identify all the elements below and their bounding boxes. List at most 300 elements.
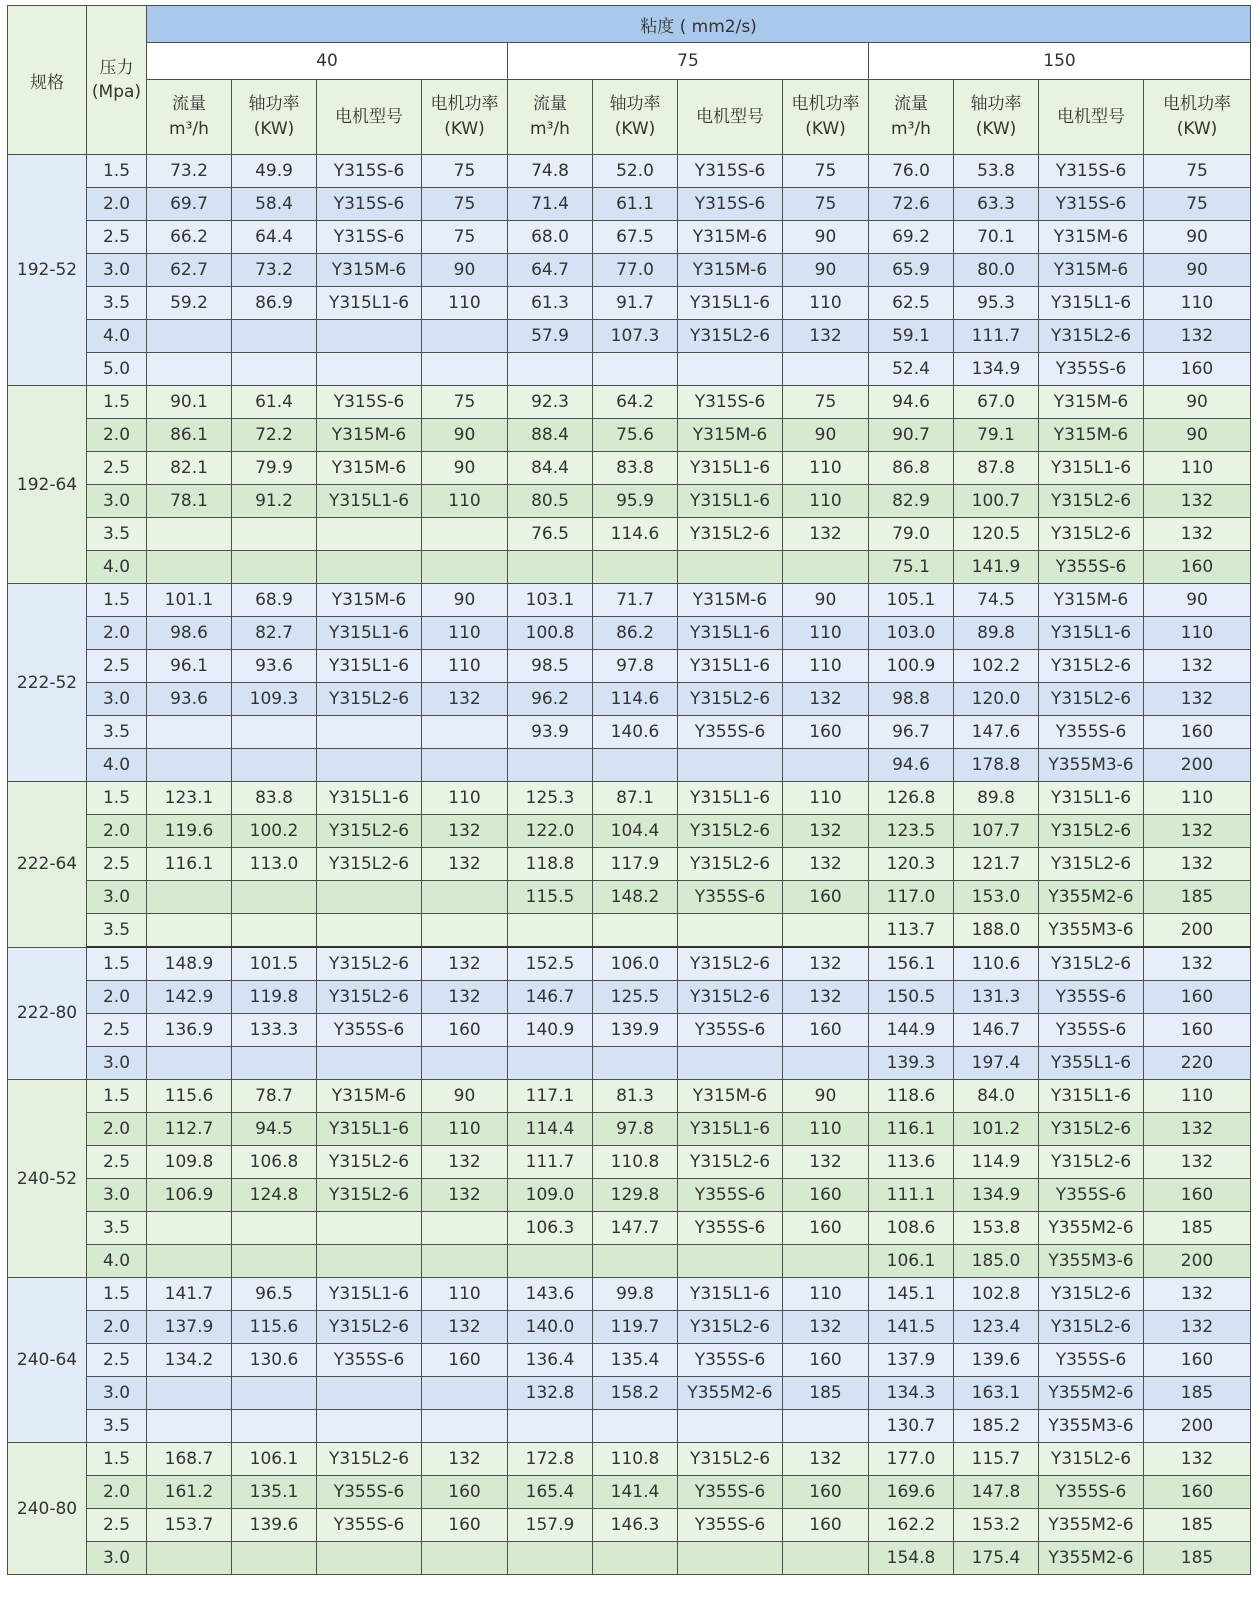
flow-rate-cell: 113.7 bbox=[869, 914, 954, 948]
motor-power-cell: 160 bbox=[1144, 981, 1251, 1014]
shaft-power-cell: 101.2 bbox=[954, 1113, 1039, 1146]
table-row bbox=[8, 683, 1251, 716]
motor-model-cell: Y315L1-6 bbox=[317, 1113, 422, 1146]
flow-rate-cell: 94.6 bbox=[869, 749, 954, 782]
shaft-power-cell bbox=[593, 353, 678, 386]
spec-header: 规格 bbox=[8, 6, 87, 155]
shaft-power-cell bbox=[593, 1047, 678, 1080]
motor-power-cell: 132 bbox=[1144, 485, 1251, 518]
shaft-power-cell: 64.2 bbox=[593, 386, 678, 419]
flow-rate-cell bbox=[147, 353, 232, 386]
header-row-viscosity bbox=[8, 6, 1251, 43]
shaft-power-cell: 52.0 bbox=[593, 155, 678, 188]
motor-model-header bbox=[1039, 80, 1144, 155]
pressure-cell: 3.5 bbox=[87, 518, 147, 551]
shaft-power-cell: 135.1 bbox=[232, 1476, 317, 1509]
flow-rate-cell: 93.9 bbox=[508, 716, 593, 749]
flow-rate-cell: 143.6 bbox=[508, 1278, 593, 1311]
motor-model-cell: Y315L2-6 bbox=[678, 947, 783, 981]
motor-model-header-line: 电机型号 bbox=[1057, 106, 1125, 127]
flow-rate-header-line: m³/h bbox=[169, 119, 209, 139]
motor-power-cell: 110 bbox=[1144, 1080, 1251, 1113]
motor-power-cell: 90 bbox=[422, 419, 508, 452]
shaft-power-cell: 70.1 bbox=[954, 221, 1039, 254]
spec-cell: 240-52 bbox=[8, 1080, 87, 1278]
motor-model-cell: Y355S-6 bbox=[678, 1179, 783, 1212]
flow-rate-cell: 66.2 bbox=[147, 221, 232, 254]
shaft-power-header-line: 轴功率 bbox=[970, 94, 1022, 114]
motor-power-cell: 132 bbox=[1144, 650, 1251, 683]
shaft-power-cell: 79.9 bbox=[232, 452, 317, 485]
motor-model-cell bbox=[678, 1047, 783, 1080]
shaft-power-cell: 67.5 bbox=[593, 221, 678, 254]
pressure-cell: 3.0 bbox=[87, 1179, 147, 1212]
motor-model-cell: Y355M3-6 bbox=[1039, 1410, 1144, 1443]
motor-power-cell: 200 bbox=[1144, 749, 1251, 782]
motor-power-cell: 90 bbox=[1144, 386, 1251, 419]
motor-model-cell: Y315S-6 bbox=[1039, 155, 1144, 188]
motor-power-cell: 110 bbox=[783, 617, 869, 650]
flow-rate-header-line: m³/h bbox=[891, 119, 931, 139]
flow-rate-cell: 141.7 bbox=[147, 1278, 232, 1311]
flow-rate-cell: 106.9 bbox=[147, 1179, 232, 1212]
motor-power-cell: 160 bbox=[783, 881, 869, 914]
motor-model-cell: Y315M-6 bbox=[678, 419, 783, 452]
shaft-power-cell: 148.2 bbox=[593, 881, 678, 914]
flow-rate-cell: 126.8 bbox=[869, 782, 954, 815]
shaft-power-cell: 134.9 bbox=[954, 353, 1039, 386]
table-row bbox=[8, 551, 1251, 584]
motor-model-cell: Y355M2-6 bbox=[1039, 1509, 1144, 1542]
motor-model-cell: Y315S-6 bbox=[678, 155, 783, 188]
shaft-power-cell: 158.2 bbox=[593, 1377, 678, 1410]
motor-model-cell: Y315L1-6 bbox=[1039, 287, 1144, 320]
motor-model-cell: Y315L1-6 bbox=[678, 617, 783, 650]
flow-rate-cell: 108.6 bbox=[869, 1212, 954, 1245]
motor-power-cell: 132 bbox=[1144, 320, 1251, 353]
motor-model-cell: Y355M2-6 bbox=[1039, 1377, 1144, 1410]
flow-rate-cell: 146.7 bbox=[508, 981, 593, 1014]
motor-model-cell: Y315L1-6 bbox=[317, 650, 422, 683]
shaft-power-cell: 68.9 bbox=[232, 584, 317, 617]
flow-rate-cell: 76.5 bbox=[508, 518, 593, 551]
motor-power-cell: 132 bbox=[783, 1311, 869, 1344]
motor-model-cell bbox=[678, 1245, 783, 1278]
motor-power-cell: 132 bbox=[422, 947, 508, 981]
table-row bbox=[8, 1410, 1251, 1443]
motor-model-cell: Y355M2-6 bbox=[1039, 1542, 1144, 1575]
flow-rate-cell: 100.9 bbox=[869, 650, 954, 683]
shaft-power-cell: 131.3 bbox=[954, 981, 1039, 1014]
motor-model-cell bbox=[317, 1377, 422, 1410]
motor-model-cell: Y315L2-6 bbox=[1039, 848, 1144, 881]
header-row-viscosity-values bbox=[8, 43, 1251, 80]
flow-rate-cell bbox=[508, 1542, 593, 1575]
flow-rate-cell: 90.7 bbox=[869, 419, 954, 452]
motor-model-cell: Y355S-6 bbox=[1039, 1014, 1144, 1047]
flow-rate-cell: 61.3 bbox=[508, 287, 593, 320]
motor-power-cell: 90 bbox=[783, 1080, 869, 1113]
shaft-power-cell: 115.7 bbox=[954, 1443, 1039, 1476]
flow-rate-cell: 80.5 bbox=[508, 485, 593, 518]
shaft-power-cell: 163.1 bbox=[954, 1377, 1039, 1410]
shaft-power-cell: 114.9 bbox=[954, 1146, 1039, 1179]
motor-power-cell bbox=[422, 749, 508, 782]
pressure-cell: 1.5 bbox=[87, 1080, 147, 1113]
shaft-power-cell: 87.1 bbox=[593, 782, 678, 815]
shaft-power-cell: 79.1 bbox=[954, 419, 1039, 452]
motor-model-cell: Y315L1-6 bbox=[317, 287, 422, 320]
flow-rate-cell bbox=[147, 1410, 232, 1443]
flow-rate-cell: 98.5 bbox=[508, 650, 593, 683]
flow-rate-cell: 137.9 bbox=[869, 1344, 954, 1377]
table-row bbox=[8, 981, 1251, 1014]
flow-rate-cell: 134.3 bbox=[869, 1377, 954, 1410]
motor-model-cell bbox=[317, 749, 422, 782]
flow-rate-cell: 120.3 bbox=[869, 848, 954, 881]
motor-power-cell: 132 bbox=[422, 1443, 508, 1476]
motor-model-cell: Y355S-6 bbox=[678, 1509, 783, 1542]
pressure-cell: 2.5 bbox=[87, 1014, 147, 1047]
viscosity-header: 粘度 ( mm2/s) bbox=[147, 6, 1251, 43]
pressure-cell: 3.5 bbox=[87, 1212, 147, 1245]
flow-rate-cell: 112.7 bbox=[147, 1113, 232, 1146]
motor-model-cell: Y315L2-6 bbox=[678, 683, 783, 716]
motor-model-cell: Y315M-6 bbox=[1039, 221, 1144, 254]
shaft-power-cell: 110.6 bbox=[954, 947, 1039, 981]
pressure-cell: 3.0 bbox=[87, 1047, 147, 1080]
motor-model-cell: Y315L2-6 bbox=[1039, 518, 1144, 551]
motor-power-cell: 132 bbox=[783, 518, 869, 551]
motor-model-cell bbox=[678, 551, 783, 584]
shaft-power-cell bbox=[232, 1377, 317, 1410]
flow-rate-cell: 119.6 bbox=[147, 815, 232, 848]
motor-model-cell: Y315L2-6 bbox=[1039, 1113, 1144, 1146]
motor-power-cell bbox=[422, 320, 508, 353]
shaft-power-cell: 106.0 bbox=[593, 947, 678, 981]
shaft-power-header bbox=[954, 80, 1039, 155]
flow-rate-cell bbox=[508, 1047, 593, 1080]
flow-rate-cell: 152.5 bbox=[508, 947, 593, 981]
shaft-power-cell: 106.8 bbox=[232, 1146, 317, 1179]
viscosity-value-header: 75 bbox=[508, 43, 869, 80]
pump-spec-table bbox=[7, 5, 1251, 1575]
flow-rate-cell: 106.1 bbox=[869, 1245, 954, 1278]
shaft-power-cell bbox=[232, 749, 317, 782]
motor-power-cell: 160 bbox=[783, 1179, 869, 1212]
table-row bbox=[8, 254, 1251, 287]
table-row bbox=[8, 518, 1251, 551]
flow-rate-cell bbox=[147, 1377, 232, 1410]
motor-model-cell: Y315L2-6 bbox=[678, 981, 783, 1014]
shaft-power-cell: 135.4 bbox=[593, 1344, 678, 1377]
shaft-power-cell: 102.2 bbox=[954, 650, 1039, 683]
motor-power-cell: 132 bbox=[422, 683, 508, 716]
table-row bbox=[8, 815, 1251, 848]
motor-power-cell: 90 bbox=[783, 584, 869, 617]
shaft-power-cell: 101.5 bbox=[232, 947, 317, 981]
flow-rate-cell: 86.1 bbox=[147, 419, 232, 452]
table-row bbox=[8, 1476, 1251, 1509]
pressure-cell: 1.5 bbox=[87, 947, 147, 981]
table-row bbox=[8, 1146, 1251, 1179]
motor-power-cell bbox=[422, 353, 508, 386]
pressure-cell: 2.5 bbox=[87, 1509, 147, 1542]
motor-power-cell bbox=[422, 1047, 508, 1080]
table-row bbox=[8, 452, 1251, 485]
motor-model-cell: Y355S-6 bbox=[1039, 1476, 1144, 1509]
pressure-cell: 3.0 bbox=[87, 683, 147, 716]
flow-rate-cell: 140.9 bbox=[508, 1014, 593, 1047]
flow-rate-cell: 106.3 bbox=[508, 1212, 593, 1245]
shaft-power-cell bbox=[232, 1212, 317, 1245]
motor-power-header-line: (KW) bbox=[444, 119, 485, 139]
table-row bbox=[8, 848, 1251, 881]
shaft-power-cell: 139.6 bbox=[954, 1344, 1039, 1377]
motor-power-cell: 110 bbox=[783, 1113, 869, 1146]
flow-rate-cell: 93.6 bbox=[147, 683, 232, 716]
table-row bbox=[8, 716, 1251, 749]
table-row bbox=[8, 1245, 1251, 1278]
motor-model-cell: Y315M-6 bbox=[678, 254, 783, 287]
motor-power-cell: 75 bbox=[783, 155, 869, 188]
motor-power-cell: 132 bbox=[1144, 1278, 1251, 1311]
motor-power-cell: 110 bbox=[783, 452, 869, 485]
flow-rate-cell bbox=[147, 518, 232, 551]
flow-rate-cell bbox=[508, 914, 593, 948]
pressure-cell: 3.0 bbox=[87, 254, 147, 287]
motor-model-cell: Y315M-6 bbox=[317, 254, 422, 287]
table-row bbox=[8, 617, 1251, 650]
flow-rate-cell: 162.2 bbox=[869, 1509, 954, 1542]
flow-rate-cell: 105.1 bbox=[869, 584, 954, 617]
flow-rate-cell: 79.0 bbox=[869, 518, 954, 551]
motor-power-cell: 160 bbox=[783, 1344, 869, 1377]
flow-rate-cell: 122.0 bbox=[508, 815, 593, 848]
flow-rate-cell bbox=[508, 353, 593, 386]
shaft-power-header-line: (KW) bbox=[614, 119, 656, 139]
motor-power-cell: 132 bbox=[783, 815, 869, 848]
motor-model-cell: Y355S-6 bbox=[678, 1014, 783, 1047]
shaft-power-cell: 141.9 bbox=[954, 551, 1039, 584]
pressure-cell: 2.5 bbox=[87, 650, 147, 683]
spec-cell: 222-52 bbox=[8, 584, 87, 782]
shaft-power-cell: 124.8 bbox=[232, 1179, 317, 1212]
pressure-cell: 1.5 bbox=[87, 155, 147, 188]
motor-power-cell bbox=[422, 551, 508, 584]
motor-model-cell: Y315L2-6 bbox=[1039, 815, 1144, 848]
motor-model-header bbox=[317, 80, 422, 155]
motor-model-cell: Y355S-6 bbox=[678, 881, 783, 914]
spec-cell: 222-80 bbox=[8, 947, 87, 1080]
shaft-power-cell: 87.8 bbox=[954, 452, 1039, 485]
flow-rate-cell: 136.9 bbox=[147, 1014, 232, 1047]
motor-model-cell bbox=[678, 353, 783, 386]
motor-power-cell: 75 bbox=[422, 155, 508, 188]
flow-rate-cell: 111.7 bbox=[508, 1146, 593, 1179]
motor-power-cell: 90 bbox=[783, 254, 869, 287]
shaft-power-cell: 146.3 bbox=[593, 1509, 678, 1542]
table-row bbox=[8, 1014, 1251, 1047]
flow-rate-header bbox=[869, 80, 954, 155]
motor-power-cell: 90 bbox=[422, 452, 508, 485]
shaft-power-cell: 121.7 bbox=[954, 848, 1039, 881]
shaft-power-cell bbox=[232, 518, 317, 551]
shaft-power-cell: 153.0 bbox=[954, 881, 1039, 914]
shaft-power-cell: 78.7 bbox=[232, 1080, 317, 1113]
pressure-cell: 1.5 bbox=[87, 584, 147, 617]
table-row bbox=[8, 287, 1251, 320]
motor-model-cell bbox=[317, 551, 422, 584]
shaft-power-cell bbox=[593, 1542, 678, 1575]
motor-model-cell: Y315M-6 bbox=[317, 419, 422, 452]
shaft-power-header-line: (KW) bbox=[253, 119, 295, 139]
flow-rate-cell: 76.0 bbox=[869, 155, 954, 188]
pressure-cell: 2.5 bbox=[87, 1146, 147, 1179]
flow-rate-cell: 103.1 bbox=[508, 584, 593, 617]
motor-model-cell bbox=[317, 881, 422, 914]
pressure-cell: 4.0 bbox=[87, 749, 147, 782]
shaft-power-cell: 64.4 bbox=[232, 221, 317, 254]
motor-model-cell: Y355M2-6 bbox=[1039, 881, 1144, 914]
motor-power-cell: 132 bbox=[783, 320, 869, 353]
shaft-power-cell: 97.8 bbox=[593, 1113, 678, 1146]
motor-power-cell: 160 bbox=[1144, 1014, 1251, 1047]
flow-rate-cell bbox=[147, 1047, 232, 1080]
motor-model-cell: Y355S-6 bbox=[1039, 551, 1144, 584]
shaft-power-cell: 61.1 bbox=[593, 188, 678, 221]
motor-model-cell: Y315L2-6 bbox=[1039, 947, 1144, 981]
motor-model-cell: Y315S-6 bbox=[678, 386, 783, 419]
shaft-power-cell: 74.5 bbox=[954, 584, 1039, 617]
spec-cell: 222-64 bbox=[8, 782, 87, 948]
motor-power-cell: 200 bbox=[1144, 914, 1251, 948]
shaft-power-cell: 188.0 bbox=[954, 914, 1039, 948]
pressure-cell: 2.0 bbox=[87, 981, 147, 1014]
shaft-power-cell: 53.8 bbox=[954, 155, 1039, 188]
motor-model-cell: Y315L1-6 bbox=[678, 287, 783, 320]
motor-model-cell: Y315L1-6 bbox=[1039, 617, 1144, 650]
shaft-power-cell: 73.2 bbox=[232, 254, 317, 287]
flow-rate-cell: 140.0 bbox=[508, 1311, 593, 1344]
motor-power-cell: 110 bbox=[783, 287, 869, 320]
shaft-power-cell: 49.9 bbox=[232, 155, 317, 188]
shaft-power-cell bbox=[232, 1410, 317, 1443]
shaft-power-cell bbox=[232, 1047, 317, 1080]
shaft-power-header bbox=[232, 80, 317, 155]
motor-model-cell: Y315M-6 bbox=[317, 584, 422, 617]
pressure-cell: 2.0 bbox=[87, 188, 147, 221]
motor-model-cell: Y355S-6 bbox=[317, 1509, 422, 1542]
shaft-power-cell: 71.7 bbox=[593, 584, 678, 617]
motor-model-cell bbox=[317, 1245, 422, 1278]
flow-rate-header-line: m³/h bbox=[530, 119, 570, 139]
flow-rate-cell: 142.9 bbox=[147, 981, 232, 1014]
table-row bbox=[8, 1047, 1251, 1080]
flow-rate-cell: 111.1 bbox=[869, 1179, 954, 1212]
shaft-power-cell: 141.4 bbox=[593, 1476, 678, 1509]
shaft-power-cell: 197.4 bbox=[954, 1047, 1039, 1080]
motor-power-cell: 160 bbox=[422, 1476, 508, 1509]
motor-model-cell bbox=[678, 1542, 783, 1575]
motor-power-cell bbox=[422, 1245, 508, 1278]
motor-power-cell: 75 bbox=[783, 188, 869, 221]
motor-power-cell: 185 bbox=[1144, 1212, 1251, 1245]
flow-rate-cell: 84.4 bbox=[508, 452, 593, 485]
shaft-power-cell bbox=[232, 716, 317, 749]
pressure-cell: 3.5 bbox=[87, 287, 147, 320]
shaft-power-cell: 107.3 bbox=[593, 320, 678, 353]
flow-rate-cell bbox=[508, 1245, 593, 1278]
flow-rate-cell: 64.7 bbox=[508, 254, 593, 287]
motor-power-cell bbox=[422, 1212, 508, 1245]
shaft-power-header-line: 轴功率 bbox=[609, 94, 661, 114]
motor-power-cell: 110 bbox=[783, 650, 869, 683]
shaft-power-cell: 82.7 bbox=[232, 617, 317, 650]
motor-model-cell: Y315L2-6 bbox=[678, 1443, 783, 1476]
flow-rate-cell: 73.2 bbox=[147, 155, 232, 188]
shaft-power-cell: 117.9 bbox=[593, 848, 678, 881]
shaft-power-cell bbox=[593, 1410, 678, 1443]
motor-power-cell: 110 bbox=[1144, 617, 1251, 650]
flow-rate-header-line: 流量 bbox=[172, 94, 206, 114]
shaft-power-cell: 125.5 bbox=[593, 981, 678, 1014]
motor-model-cell: Y355M3-6 bbox=[1039, 1245, 1144, 1278]
motor-power-header-line: (KW) bbox=[805, 119, 846, 139]
shaft-power-cell: 100.2 bbox=[232, 815, 317, 848]
shaft-power-header-line: (KW) bbox=[975, 119, 1017, 139]
shaft-power-cell bbox=[593, 1245, 678, 1278]
motor-power-cell bbox=[422, 1377, 508, 1410]
shaft-power-header-line: 轴功率 bbox=[248, 94, 300, 114]
motor-model-cell: Y315L1-6 bbox=[317, 485, 422, 518]
pressure-cell: 4.0 bbox=[87, 551, 147, 584]
motor-model-cell: Y315S-6 bbox=[678, 188, 783, 221]
flow-rate-cell: 145.1 bbox=[869, 1278, 954, 1311]
shaft-power-cell bbox=[232, 320, 317, 353]
motor-power-cell: 132 bbox=[783, 848, 869, 881]
pressure-cell: 4.0 bbox=[87, 1245, 147, 1278]
pressure-cell: 2.5 bbox=[87, 848, 147, 881]
motor-model-cell: Y315L2-6 bbox=[1039, 1311, 1144, 1344]
motor-model-cell: Y315L1-6 bbox=[1039, 452, 1144, 485]
motor-model-cell: Y315L2-6 bbox=[678, 1146, 783, 1179]
motor-power-cell: 132 bbox=[783, 1146, 869, 1179]
motor-power-cell: 132 bbox=[422, 815, 508, 848]
shaft-power-cell: 58.4 bbox=[232, 188, 317, 221]
motor-power-header bbox=[783, 80, 869, 155]
flow-rate-cell: 136.4 bbox=[508, 1344, 593, 1377]
motor-model-cell: Y315L2-6 bbox=[1039, 485, 1144, 518]
flow-rate-cell: 96.1 bbox=[147, 650, 232, 683]
spec-table-wrapper bbox=[7, 5, 1251, 1575]
motor-model-cell: Y315L2-6 bbox=[317, 947, 422, 981]
motor-power-cell: 110 bbox=[783, 782, 869, 815]
pressure-cell: 3.5 bbox=[87, 914, 147, 948]
motor-model-cell: Y315L2-6 bbox=[317, 815, 422, 848]
motor-model-cell: Y355S-6 bbox=[317, 1344, 422, 1377]
motor-power-cell: 75 bbox=[422, 188, 508, 221]
table-row bbox=[8, 584, 1251, 617]
flow-rate-cell: 123.5 bbox=[869, 815, 954, 848]
table-row bbox=[8, 1443, 1251, 1476]
motor-model-cell bbox=[317, 518, 422, 551]
flow-rate-cell: 172.8 bbox=[508, 1443, 593, 1476]
shaft-power-cell: 96.5 bbox=[232, 1278, 317, 1311]
motor-model-cell: Y315M-6 bbox=[678, 584, 783, 617]
flow-rate-cell: 82.9 bbox=[869, 485, 954, 518]
shaft-power-cell: 77.0 bbox=[593, 254, 678, 287]
